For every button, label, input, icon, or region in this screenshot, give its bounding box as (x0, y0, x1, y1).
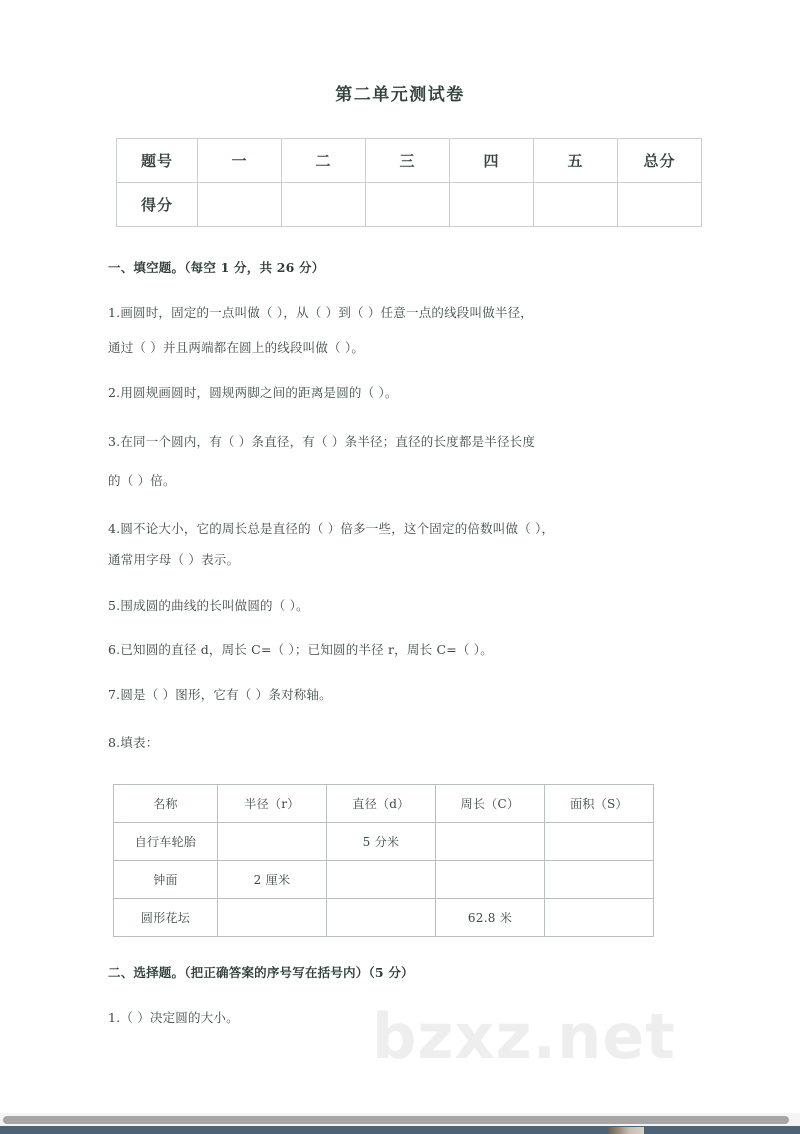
score-table-label-question-no: 题号 (117, 139, 198, 183)
fill-table-r1-area[interactable] (545, 861, 654, 899)
fill-table-r1-circumference[interactable] (436, 861, 545, 899)
page-title: 第二单元测试卷 (335, 85, 465, 105)
question-4-line-2: 通常用字母（ ）表示。 (108, 552, 240, 567)
horizontal-scrollbar-thumb[interactable] (3, 1116, 789, 1124)
section-heading-fill-in-blanks: 一、填空题。（每空 1 分，共 26 分） (108, 260, 325, 275)
page-thumbnail[interactable] (608, 1127, 644, 1134)
fill-table-header-name: 名称 (114, 785, 218, 823)
table-row-question-numbers (117, 139, 702, 183)
fill-table-r0-diameter: 5 分米 (327, 823, 436, 861)
fill-table-r0-circumference[interactable] (436, 823, 545, 861)
fill-table-r1-diameter[interactable] (327, 861, 436, 899)
score-table (116, 138, 702, 227)
fill-table-header-circumference: 周长（C） (436, 785, 545, 823)
score-cell-3[interactable] (366, 183, 450, 227)
fill-table-r2-name: 圆形花坛 (114, 899, 218, 937)
score-table-col-1: 一 (198, 139, 282, 183)
score-table-label-score: 得分 (117, 183, 198, 227)
question-6-line-1: 6.已知圆的直径 d，周长 C=（ ）；已知圆的半径 r，周长 C=（ ）。 (108, 642, 493, 657)
question-8-line-1: 8.填表： (108, 735, 159, 750)
table-header-row (114, 785, 654, 823)
fill-table-header-area: 面积（S） (545, 785, 654, 823)
score-table-col-3: 三 (366, 139, 450, 183)
fill-table-header-diameter: 直径（d） (327, 785, 436, 823)
fill-table-r2-circumference: 62.8 米 (436, 899, 545, 937)
fill-table-r0-name: 自行车轮胎 (114, 823, 218, 861)
question-3-line-1: 3.在同一个圆内，有（ ）条直径，有（ ）条半径；直径的长度都是半径长度 (108, 434, 536, 449)
table-row (114, 861, 654, 899)
table-row-scores (117, 183, 702, 227)
score-cell-4[interactable] (450, 183, 534, 227)
fill-in-table (113, 784, 654, 937)
choice-question-1-line-1: 1.（ ）决定圆的大小。 (108, 1010, 239, 1025)
score-cell-5[interactable] (534, 183, 618, 227)
score-cell-1[interactable] (198, 183, 282, 227)
fill-table-r1-radius: 2 厘米 (218, 861, 327, 899)
question-7-line-1: 7.圆是（ ）图形，它有（ ）条对称轴。 (108, 687, 332, 702)
fill-table-r2-area[interactable] (545, 899, 654, 937)
score-cell-2[interactable] (282, 183, 366, 227)
score-table-col-4: 四 (450, 139, 534, 183)
fill-table-r2-radius[interactable] (218, 899, 327, 937)
score-table-col-5: 五 (534, 139, 618, 183)
table-row (114, 823, 654, 861)
fill-table-r0-area[interactable] (545, 823, 654, 861)
score-table-col-total: 总分 (618, 139, 702, 183)
score-table-col-2: 二 (282, 139, 366, 183)
question-5-line-1: 5.围成圆的曲线的长叫做圆的（ ）。 (108, 598, 309, 613)
section-heading-multiple-choice: 二、选择题。（把正确答案的序号写在括号内）（5 分） (108, 965, 414, 980)
question-4-line-1: 4.圆不论大小，它的周长总是直径的（ ）倍多一些，这个固定的倍数叫做（ ）， (108, 521, 555, 536)
fill-table-r2-diameter[interactable] (327, 899, 436, 937)
table-row (114, 899, 654, 937)
question-1-line-1: 1.画圆时，固定的一点叫做（ ），从（ ）到（ ）任意一点的线段叫做半径， (108, 305, 533, 320)
question-1-line-2: 通过（ ）并且两端都在圆上的线段叫做（ ）。 (108, 340, 365, 355)
bottom-toolbar (0, 1126, 800, 1134)
fill-table-r1-name: 钟面 (114, 861, 218, 899)
score-cell-total[interactable] (618, 183, 702, 227)
watermark-bzxz: bzxz.net (372, 1000, 676, 1073)
question-3-line-2: 的（ ）倍。 (108, 473, 176, 488)
question-2-line-1: 2.用圆规画圆时，圆规两脚之间的距离是圆的（ ）。 (108, 385, 398, 400)
fill-table-header-radius: 半径（r） (218, 785, 327, 823)
fill-table-r0-radius[interactable] (218, 823, 327, 861)
